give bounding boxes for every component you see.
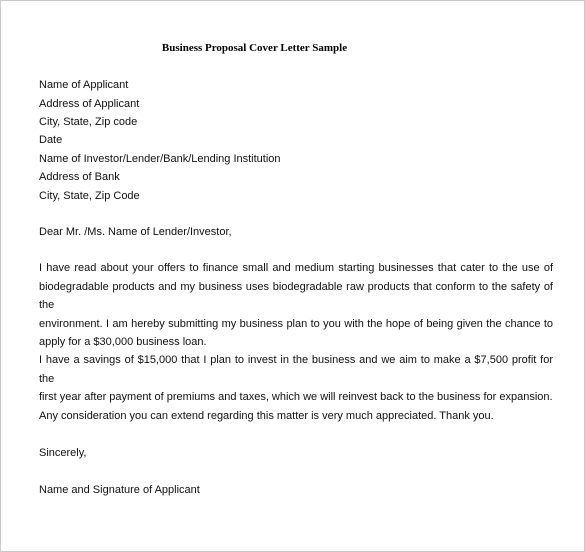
paragraph-line: first year after payment of premiums and taxes, which we will reinvest back to the business for expansion. xyxy=(39,391,553,403)
signature-line: Name and Signature of Applicant xyxy=(39,484,200,496)
paragraph-line: environment. I am hereby submitting my business plan to you with the hope of being given the chance to xyxy=(39,317,553,330)
closing: Sincerely, xyxy=(39,447,87,459)
document-title: Business Proposal Cover Letter Sample xyxy=(161,42,348,54)
salutation: Dear Mr. /Ms. Name of Lender/Investor, xyxy=(39,226,232,238)
paragraph-loan-request xyxy=(39,259,553,352)
address-line-investor-name: Name of Investor/Lender/Bank/Lending Institution xyxy=(39,153,281,165)
paragraph-line: I have a savings of $15,000 that I plan to invest in the business and we aim to make a $7,500 profit for the xyxy=(39,354,553,385)
address-line-applicant-address: Address of Applicant xyxy=(39,98,140,110)
address-line-date: Date xyxy=(39,134,63,146)
paragraph-savings xyxy=(39,351,553,407)
paragraph-line: biodegradable products and my business uses biodegradable raw products that conform to the safety of the xyxy=(39,280,553,311)
address-line-applicant-name: Name of Applicant xyxy=(39,79,129,91)
paragraph-line: I have read about your offers to finance small and medium starting businesses that cater to the use of xyxy=(39,262,553,274)
paragraph-line: apply for a $30,000 business loan. xyxy=(39,336,207,348)
address-line-bank-address: Address of Bank xyxy=(39,171,120,183)
address-line-bank-city: City, State, Zip Code xyxy=(39,190,140,202)
address-line-applicant-city: City, State, Zip code xyxy=(39,116,138,128)
paragraph-consideration: Any consideration you can extend regarding this matter is very much appreciated. Thank you. xyxy=(39,410,494,422)
